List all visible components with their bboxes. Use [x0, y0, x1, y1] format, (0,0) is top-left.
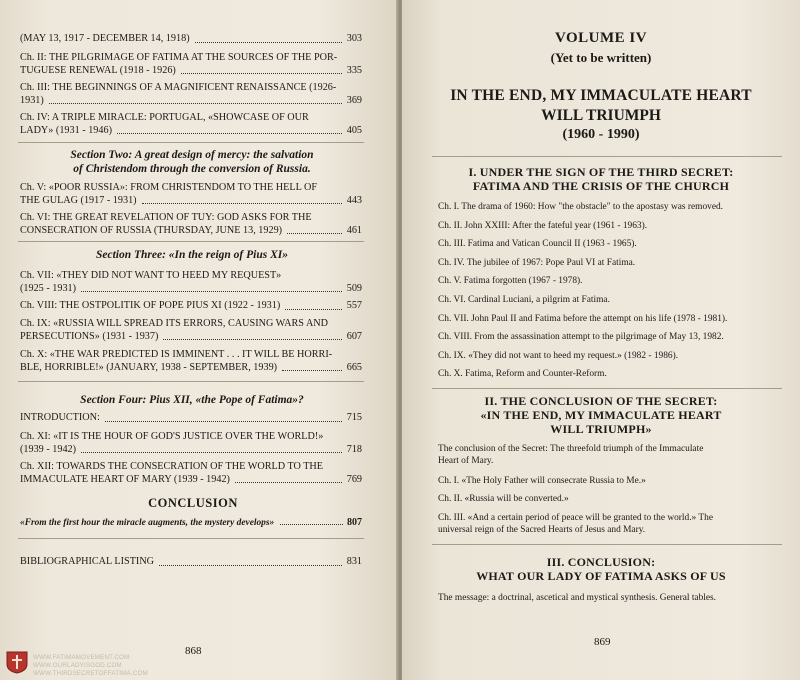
- part-heading: I. UNDER THE SIGN OF THE THIRD SECRET:: [468, 165, 734, 179]
- left-page: [0, 0, 398, 680]
- toc-entry: Ch. VI: THE GREAT REVELATION OF TUY: GOD ASKS FOR THE CONSECRATION OF RUSSIA (THURSDAY, JUNE 13, 1929) 461: [20, 212, 362, 236]
- chapter-item: Ch. VI. Cardinal Luciani, a pilgrim at Fatima.: [438, 295, 610, 305]
- toc-page-number: 303: [346, 33, 362, 44]
- toc-page-number: 369: [346, 94, 362, 106]
- main-title: WILL TRIUMPH: [541, 107, 661, 124]
- toc-entry: Ch. V: «POOR RUSSIA»: FROM CHRISTENDOM TO THE HELL OF THE GULAG (1917 - 1931) 443: [20, 182, 362, 206]
- part-text: The message: a doctrinal, ascetical and mystical synthesis. General tables.: [438, 593, 717, 603]
- section-heading: Section Two: A great design of mercy: the salvation of Christendom through the conversion of Russia.: [70, 149, 314, 175]
- watermark-url: WWW.FATIMAMOVEMENT.COM: [33, 654, 130, 661]
- watermark-url: WWW.OURLADYISGOD.COM: [33, 662, 122, 669]
- toc-page-number: 509: [346, 282, 362, 294]
- chapter-item: universal reign of the Sacred Hearts of Jesus and Mary.: [438, 525, 646, 535]
- chapter-item: Ch. II. John XXIII: After the fateful year (1961 - 1963).: [438, 221, 648, 231]
- chapter-item: Ch. I. The drama of 1960: How "the obstacle" to the apostasy was removed.: [438, 202, 724, 212]
- toc-entry: INTRODUCTION: 715: [20, 412, 362, 423]
- divider: [18, 142, 364, 143]
- page-number: 869: [594, 636, 611, 648]
- chapter-item: Ch. I. «The Holy Father will consecrate Russia to Me.»: [438, 476, 646, 486]
- toc-entry: (MAY 13, 1917 - DECEMBER 14, 1918) 303: [20, 33, 362, 44]
- toc-page-number: 607: [346, 330, 362, 342]
- chapter-item: Ch. IX. «They did not want to heed my request.» (1982 - 1986).: [438, 351, 679, 361]
- toc-page-number: 443: [346, 194, 362, 206]
- conclusion-heading: CONCLUSION: [148, 496, 238, 510]
- page-number: 868: [185, 645, 202, 657]
- toc-entry: Ch. II: THE PILGRIMAGE OF FATIMA AT THE SOURCES OF THE POR- TUGUESE RENEWAL (1918 - 1926) 335: [20, 52, 362, 76]
- right-page: [402, 0, 800, 680]
- toc-page-number: 665: [346, 361, 362, 373]
- toc-entry: Ch. IV: A TRIPLE MIRACLE: PORTUGAL, «SHOWCASE OF OUR LADY» (1931 - 1946) 405: [20, 112, 362, 136]
- chapter-item: Ch. VII. John Paul II and Fatima before the attempt on his life (1978 - 1981).: [438, 314, 728, 324]
- divider: [432, 544, 782, 545]
- volume-title: VOLUME IV: [554, 30, 648, 46]
- toc-page-number: 461: [346, 224, 362, 236]
- main-years: (1960 - 1990): [562, 127, 640, 142]
- toc-entry: BIBLIOGRAPHICAL LISTING 831: [20, 556, 362, 567]
- chapter-item: Ch. VIII. From the assassination attempt to the pilgrimage of May 13, 1982.: [438, 332, 724, 342]
- toc-entry: Ch. VII: «THEY DID NOT WANT TO HEED MY REQUEST» (1925 - 1931) 509: [20, 270, 362, 294]
- toc-page-number: 715: [346, 412, 362, 423]
- volume-subtitle: (Yet to be written): [550, 50, 652, 65]
- toc-page-number: 557: [346, 300, 362, 311]
- main-title: IN THE END, MY IMMACULATE HEART: [450, 87, 752, 104]
- part-heading: III. CONCLUSION:: [546, 555, 656, 569]
- toc-page-number: 769: [346, 473, 362, 485]
- chapter-item: Ch. IV. The jubilee of 1967: Pope Paul VI at Fatima.: [438, 258, 636, 268]
- part-heading: II. THE CONCLUSION OF THE SECRET:: [484, 394, 718, 408]
- toc-page-number: 335: [346, 64, 362, 76]
- chapter-item: Ch. II. «Russia will be converted.»: [438, 494, 569, 504]
- watermark-url: WWW.THIRDSECRETOFFATIMA.COM: [33, 670, 148, 677]
- toc-entry: Ch. XI: «IT IS THE HOUR OF GOD'S JUSTICE OVER THE WORLD!» (1939 - 1942) 718: [20, 431, 362, 455]
- divider: [432, 156, 782, 157]
- toc-entry: Ch. III: THE BEGINNINGS OF A MAGNIFICENT RENAISSANCE (1926- 1931) 369: [20, 82, 362, 106]
- chapter-item: Ch. X. Fatima, Reform and Counter-Reform.: [438, 369, 607, 379]
- section-heading: Section Four: Pius XII, «the Pope of Fatima»?: [80, 394, 304, 406]
- chapter-item: Ch. V. Fatima forgotten (1967 - 1978).: [438, 276, 583, 286]
- divider: [432, 388, 782, 389]
- fatima-logo-icon: [6, 650, 28, 674]
- toc-entry: Ch. XII: TOWARDS THE CONSECRATION OF THE WORLD TO THE IMMACULATE HEART OF MARY (1939 - 1942) 769: [20, 461, 362, 485]
- chapter-item: Ch. III. Fatima and Vatican Council II (1963 - 1965).: [438, 239, 637, 249]
- toc-entry: Ch. VIII: THE OSTPOLITIK OF POPE PIUS XI (1922 - 1931) 557: [20, 300, 362, 311]
- part-intro: The conclusion of the Secret: The threefold triumph of the Immaculate: [438, 444, 704, 454]
- toc-page-number: 807: [347, 517, 362, 528]
- part-heading: «IN THE END, MY IMMACULATE HEART: [480, 408, 722, 422]
- divider: [18, 538, 364, 539]
- section-heading: Section Three: «In the reign of Pius XI»: [95, 249, 288, 261]
- chapter-item: Ch. III. «And a certain period of peace will be granted to the world.» The: [438, 513, 713, 523]
- part-heading: FATIMA AND THE CRISIS OF THE CHURCH: [472, 179, 730, 193]
- part-intro: Heart of Mary.: [438, 456, 494, 466]
- toc-entry: Ch. IX: «RUSSIA WILL SPREAD ITS ERRORS, CAUSING WARS AND PERSECUTIONS» (1931 - 1937) 607: [20, 318, 362, 342]
- part-heading: WHAT OUR LADY OF FATIMA ASKS OF US: [476, 569, 726, 583]
- divider: [18, 241, 364, 242]
- toc-entry: Ch. X: «THE WAR PREDICTED IS IMMINENT . . . IT WILL BE HORRI- BLE, HORRIBLE!» (JANUARY, 1938 - SEPTEMBER, 1939) 665: [20, 349, 362, 373]
- toc-page-number: 831: [346, 556, 362, 567]
- toc-page-number: 405: [346, 124, 362, 136]
- toc-page-number: 718: [346, 443, 362, 455]
- part-heading: WILL TRIUMPH»: [550, 422, 652, 436]
- divider: [18, 381, 364, 382]
- toc-entry: «From the first hour the miracle augments, the mystery develops» 807: [20, 517, 362, 528]
